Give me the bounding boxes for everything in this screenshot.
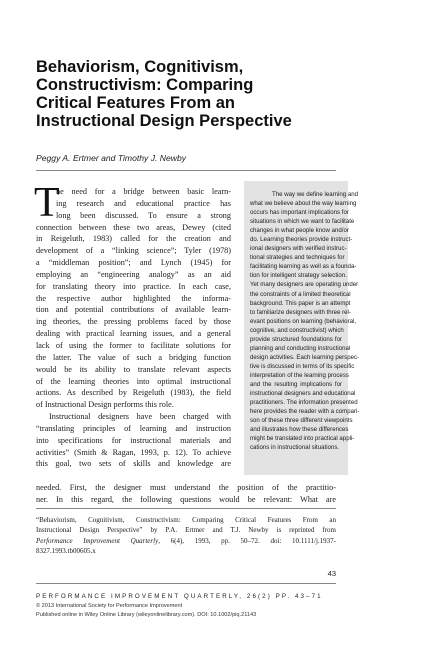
body-line: development of a “linking science”; Tyler (1978)	[36, 246, 231, 256]
title-line: Instructional Design Perspective	[36, 112, 292, 130]
body-line: activities” (Smith & Ragan, 1993, p. 12). To achieve	[36, 447, 231, 457]
abstract-box	[244, 181, 360, 475]
body-line: “translating principles of learning and instruction	[36, 423, 231, 433]
section-divider	[36, 170, 336, 171]
abstract-line: the constraints of a limited theoretical	[250, 290, 351, 298]
body-line: in Reigeluth, 1983) called for the creation and	[36, 234, 231, 244]
abstract-line: practitioners. The information presented	[250, 399, 358, 407]
abstract-line: tion for intelligent strategy selection.	[250, 272, 347, 280]
footnote-line: 8327.1993.tb00605.x	[36, 546, 96, 555]
body-line: of the learning theories into optimal instructional	[36, 376, 231, 386]
body-line: this goal, two sets of skills and knowledge are	[36, 459, 231, 469]
title-line: Constructivism: Comparing	[36, 76, 254, 94]
body-line: into specifications for instructional materials and	[36, 435, 231, 445]
title-line: Critical Features From an	[36, 94, 235, 112]
footnote	[36, 515, 336, 556]
title-line: Behaviorism, Cognitivism,	[36, 58, 244, 76]
body-line: dealing with practical learning issues, and a general	[36, 329, 231, 339]
body-line: of Instructional Design performs this role.	[36, 400, 174, 410]
footnote-divider	[36, 508, 336, 509]
body-line: would be its ability to translate relevant aspects	[36, 364, 231, 374]
body-line: tion and potential contributions of available learn-	[36, 305, 231, 315]
abstract-line: background. This paper is an attempt	[250, 299, 351, 307]
abstract-line: cognitive, and constructivist) which	[250, 326, 344, 334]
body-line: connection between these two areas, Dewey (cited	[36, 222, 231, 232]
footnote-line	[36, 536, 336, 546]
body-line: Instructional designers have been charged with	[49, 412, 231, 422]
body-line: ner. In this regard, the following questions would be relevant: What are	[36, 494, 336, 504]
body-line: actions. As described by Reigeluth (1983), the field	[36, 388, 231, 398]
page-number: 43	[327, 569, 336, 578]
abstract-line: might be translated into practical appli-	[250, 435, 355, 443]
abstract-line: occurs has important implications for	[250, 209, 349, 217]
body-line: long been discussed. To ensure a strong	[56, 210, 231, 220]
abstract-line: son of these three different viewpoints	[250, 417, 353, 425]
footer-divider	[36, 583, 336, 584]
body-line: a “middleman position”; and Lynch (1945) for	[36, 258, 231, 268]
body-column	[36, 186, 231, 470]
abstract-line: evant positions on learning (behavioral,	[250, 317, 357, 325]
footnote-line: Instructional Design Perspective” by P.A. Ertmer and T.J. Newby is reprinted from	[36, 526, 336, 535]
abstract-line: and the resulting implications for	[250, 380, 342, 388]
publication-info: Published online in Wiley Online Library (wileyonlinelibrary.com). DOI: 10.1002/piq.21143	[36, 612, 257, 618]
abstract-line: Yet many designers are operating under	[250, 281, 359, 289]
body-wide-lines	[36, 482, 336, 506]
body-line: lack of using the former to facilitate solutions for	[36, 340, 231, 350]
body-line: needed. First, the designer must understand the position of the practitio-	[36, 483, 336, 492]
abstract-line: design activities. Each learning perspec-	[250, 353, 360, 361]
abstract-line: planning and conducting instructional	[250, 344, 351, 352]
footnote-line: “Behaviorism, Cognitivism, Constructivism: Comparing Critical Features From an	[36, 516, 336, 524]
abstract-line: instructional designers and educational	[250, 390, 356, 398]
body-line: he need for a bridge between basic learn-	[56, 187, 231, 196]
article-title	[36, 58, 336, 130]
abstract-line: to familiarize designers with three rel-	[250, 308, 351, 316]
abstract-line: here provides the reader with a compari-	[250, 408, 360, 416]
abstract-line: tional strategies and techniques for	[250, 254, 345, 262]
citation-details: , 6(4), 1993, pp. 50–72. doi: 10.1111/j.1937-	[158, 536, 336, 545]
body-line: for translating theory into practice. In each case,	[36, 281, 231, 291]
body-line: ing research and educational practice has	[56, 198, 231, 208]
abstract-line: The way we define learning and	[272, 191, 359, 198]
abstract-line: provide structured foundations for	[250, 335, 342, 343]
abstract-line: situations in which we want to facilitate	[250, 218, 355, 226]
body-line: employing an “engineering analogy” as an aid	[36, 269, 231, 279]
abstract-line: do. Learning theories provide instruct-	[250, 236, 353, 244]
journal-citation: PERFORMANCE IMPROVEMENT QUARTERLY, 26(2) PP. 43–71	[36, 593, 323, 600]
body-line: the respective author highlighted the informa-	[36, 293, 231, 303]
abstract-line: what we believe about the way learning	[250, 200, 357, 208]
abstract-line: ional designers with verified instruc-	[250, 245, 347, 253]
abstract-line: cations in instructional situations.	[250, 444, 340, 452]
abstract-line: changes in what people know and/or	[250, 227, 349, 235]
body-line: ing theories, the pressing problems faced by those	[36, 317, 231, 327]
drop-cap: T	[34, 180, 60, 226]
copyright-notice: © 2013 International Society for Performance Improvement	[36, 603, 183, 609]
abstract-line: and illustrates how these differences	[250, 426, 349, 434]
body-line: the latter. The value of such a bridging function	[36, 352, 231, 362]
journal-name: Performance Improvement Quarterly	[36, 536, 159, 545]
abstract-line: tive is discussed in terms of its specific	[250, 362, 355, 370]
abstract-line: interpretation of the learning process	[250, 371, 349, 379]
abstract-line: facilitating learning as well as a founda-	[250, 263, 357, 271]
author-line: Peggy A. Ertmer and Timothy J. Newby	[36, 153, 187, 163]
